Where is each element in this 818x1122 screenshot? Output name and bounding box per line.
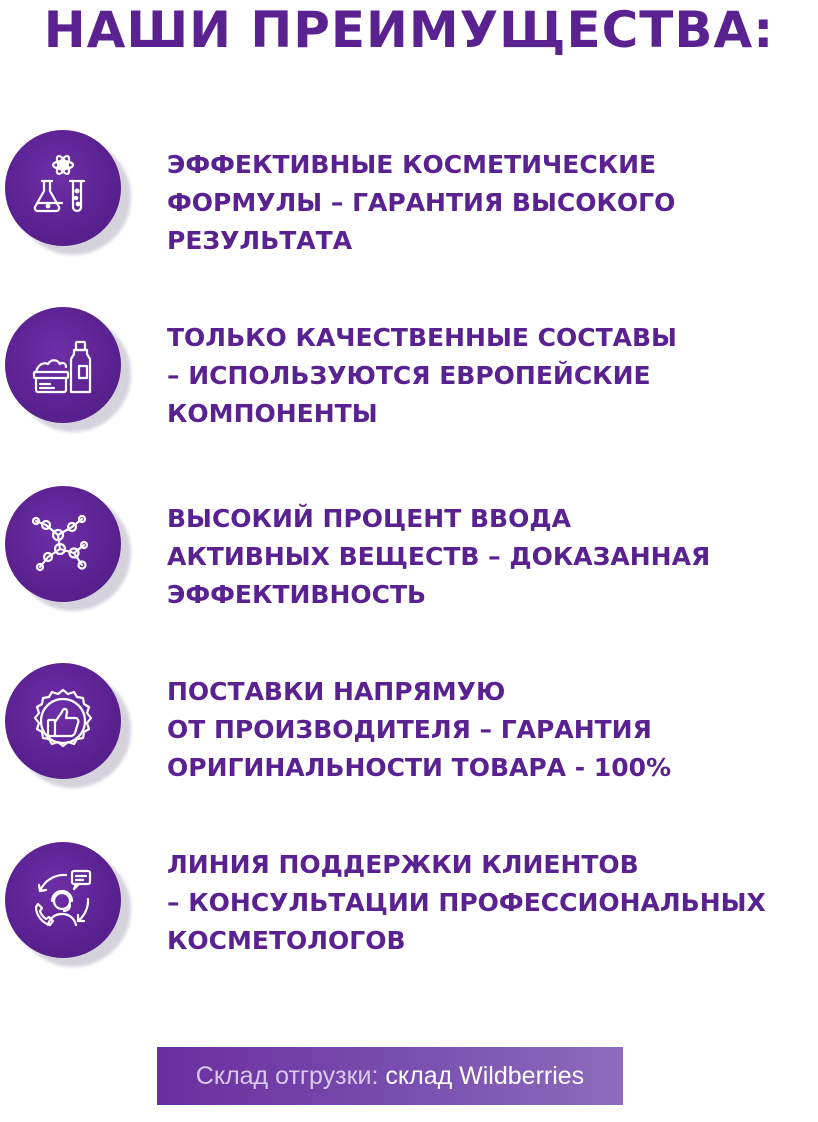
feature-text [167, 846, 766, 960]
feature-line: КОСМЕТОЛОГОВ [167, 926, 406, 955]
feature-line: РЕЗУЛЬТАТА [167, 226, 353, 255]
feature-text [167, 500, 710, 614]
feature-text [167, 319, 677, 433]
feature-item [0, 842, 818, 982]
cosmetic-jar-bottle-icon [5, 307, 121, 423]
feature-line: ОТ ПРОИЗВОДИТЕЛЯ – ГАРАНТИЯ [167, 715, 652, 744]
feature-line: ЛИНИЯ ПОДДЕРЖКИ КЛИЕНТОВ [167, 850, 639, 879]
feature-text [167, 673, 671, 787]
feature-line: КОМПОНЕНТЫ [167, 399, 378, 428]
feature-line: ВЫСОКИЙ ПРОЦЕНТ ВВОДА [167, 504, 571, 533]
feature-line: ТОЛЬКО КАЧЕСТВЕННЫЕ СОСТАВЫ [167, 323, 677, 352]
warehouse-info-bar [157, 1047, 623, 1105]
warehouse-value: склад Wildberries [385, 1061, 585, 1090]
thumbs-up-badge-icon [5, 663, 121, 779]
feature-line: ЭФФЕКТИВНОСТЬ [167, 580, 427, 609]
feature-icon-badge [5, 663, 131, 789]
feature-line: ОРИГИНАЛЬНОСТИ ТОВАРА - 100% [167, 753, 672, 782]
feature-line: ФОРМУЛЫ – ГАРАНТИЯ ВЫСОКОГО [167, 188, 676, 217]
warehouse-label: Склад отгрузки: [195, 1061, 379, 1090]
feature-icon-badge [5, 486, 131, 612]
chemistry-flasks-icon [5, 130, 121, 246]
feature-line: – КОНСУЛЬТАЦИИ ПРОФЕССИОНАЛЬНЫХ [167, 888, 766, 917]
feature-icon-badge [5, 130, 131, 256]
feature-item [0, 486, 818, 626]
support-operator-icon [5, 842, 121, 958]
feature-line: ПОСТАВКИ НАПРЯМУЮ [167, 677, 506, 706]
feature-icon-badge [5, 842, 131, 968]
feature-item [0, 307, 818, 447]
molecule-icon [5, 486, 121, 602]
feature-item [0, 663, 818, 803]
feature-icon-badge [5, 307, 131, 433]
page-title: НАШИ ПРЕИМУЩЕСТВА: [43, 1, 775, 59]
feature-text [167, 146, 675, 260]
feature-line: – ИСПОЛЬЗУЮТСЯ ЕВРОПЕЙСКИЕ [167, 361, 651, 390]
feature-line: АКТИВНЫХ ВЕЩЕСТВ – ДОКАЗАННАЯ [167, 542, 711, 571]
feature-line: ЭФФЕКТИВНЫЕ КОСМЕТИЧЕСКИЕ [167, 150, 657, 179]
feature-item [0, 130, 818, 270]
